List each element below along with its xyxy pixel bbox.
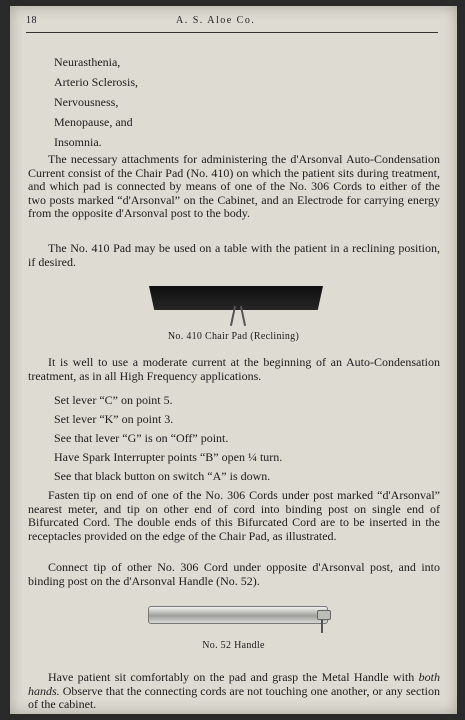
handle-caption: No. 52 Handle: [202, 640, 265, 651]
list-item: Menopause, and: [54, 115, 133, 129]
handle-illustration: [148, 606, 328, 624]
paragraph-text: The necessary attachments for administering the d'Arsonval Auto-Condensation Current consist of the Chair Pad (No. 410) on which the patient sits during treatment, and which pad is connected by means of one of the No. 306 Cords to either of the two posts marked “d'Arsonval” on the Cabinet, and an Electrode for carrying energy from the opposite d'Arsonval post to the body.: [28, 152, 440, 220]
handle-tip-illustration: [317, 610, 331, 620]
emphasis-text: both hands.: [28, 670, 440, 698]
handle-cord-illustration: [321, 619, 323, 633]
running-title: A. S. Aloe Co.: [176, 15, 256, 26]
paragraph-attachments: [28, 153, 440, 221]
paragraph-connect: [28, 561, 440, 588]
steps-list: [54, 391, 282, 486]
list-item: Neurasthenia,: [54, 55, 121, 69]
list-item: See that lever “G” is on “Off” point.: [54, 431, 229, 445]
paragraph-text: [28, 671, 440, 712]
page-number: 18: [26, 15, 37, 26]
chair-pad-caption: No. 410 Chair Pad (Reclining): [167, 331, 300, 342]
paragraph-fasten: [28, 489, 440, 543]
list-item: Arterio Sclerosis,: [54, 75, 138, 89]
paragraph-text: Fasten tip on end of one of the No. 306 Cords under post marked “d'Arsonval” nearest meter, and tip on other end of cord into binding post on single end of Bifurcated Cord. The double ends of this Bifurcated Cord are to be inserted in the receptacles provided on the edge of the Chair Pad, as illustrated.: [28, 488, 440, 543]
paragraph-text: Connect tip of other No. 306 Cord under opposite d'Arsonval post, and into binding post on the d'Arsonval Handle (No. 52).: [28, 560, 440, 588]
document-page: [10, 6, 457, 714]
list-item: Nervousness,: [54, 95, 119, 109]
paragraph-text: The No. 410 Pad may be used on a table with the patient in a reclining position, if desired.: [28, 241, 440, 269]
list-item: Set lever “C” on point 5.: [54, 393, 173, 407]
paragraph-current: [28, 356, 440, 383]
list-item: Set lever “K” on point 3.: [54, 412, 174, 426]
conditions-list: [54, 52, 138, 152]
header-rule: [26, 32, 438, 33]
page-header: [26, 15, 438, 31]
list-item: See that black button on switch “A” is down.: [54, 469, 271, 483]
text-run: Observe that the connecting cords are not touching one another, or any section of the cabinet.: [28, 683, 440, 711]
paragraph-reclining: [28, 242, 440, 269]
paragraph-patient: [28, 671, 440, 712]
paragraph-text: It is well to use a moderate current at the beginning of an Auto-Condensation treatment, as in all High Frequency applications.: [28, 355, 440, 383]
text-run: Have patient sit comfortably on the pad and grasp the Metal Handle with: [48, 670, 419, 684]
list-item: Have Spark Interrupter points “B” open ¼ turn.: [54, 450, 283, 464]
list-item: Insomnia.: [54, 135, 102, 149]
